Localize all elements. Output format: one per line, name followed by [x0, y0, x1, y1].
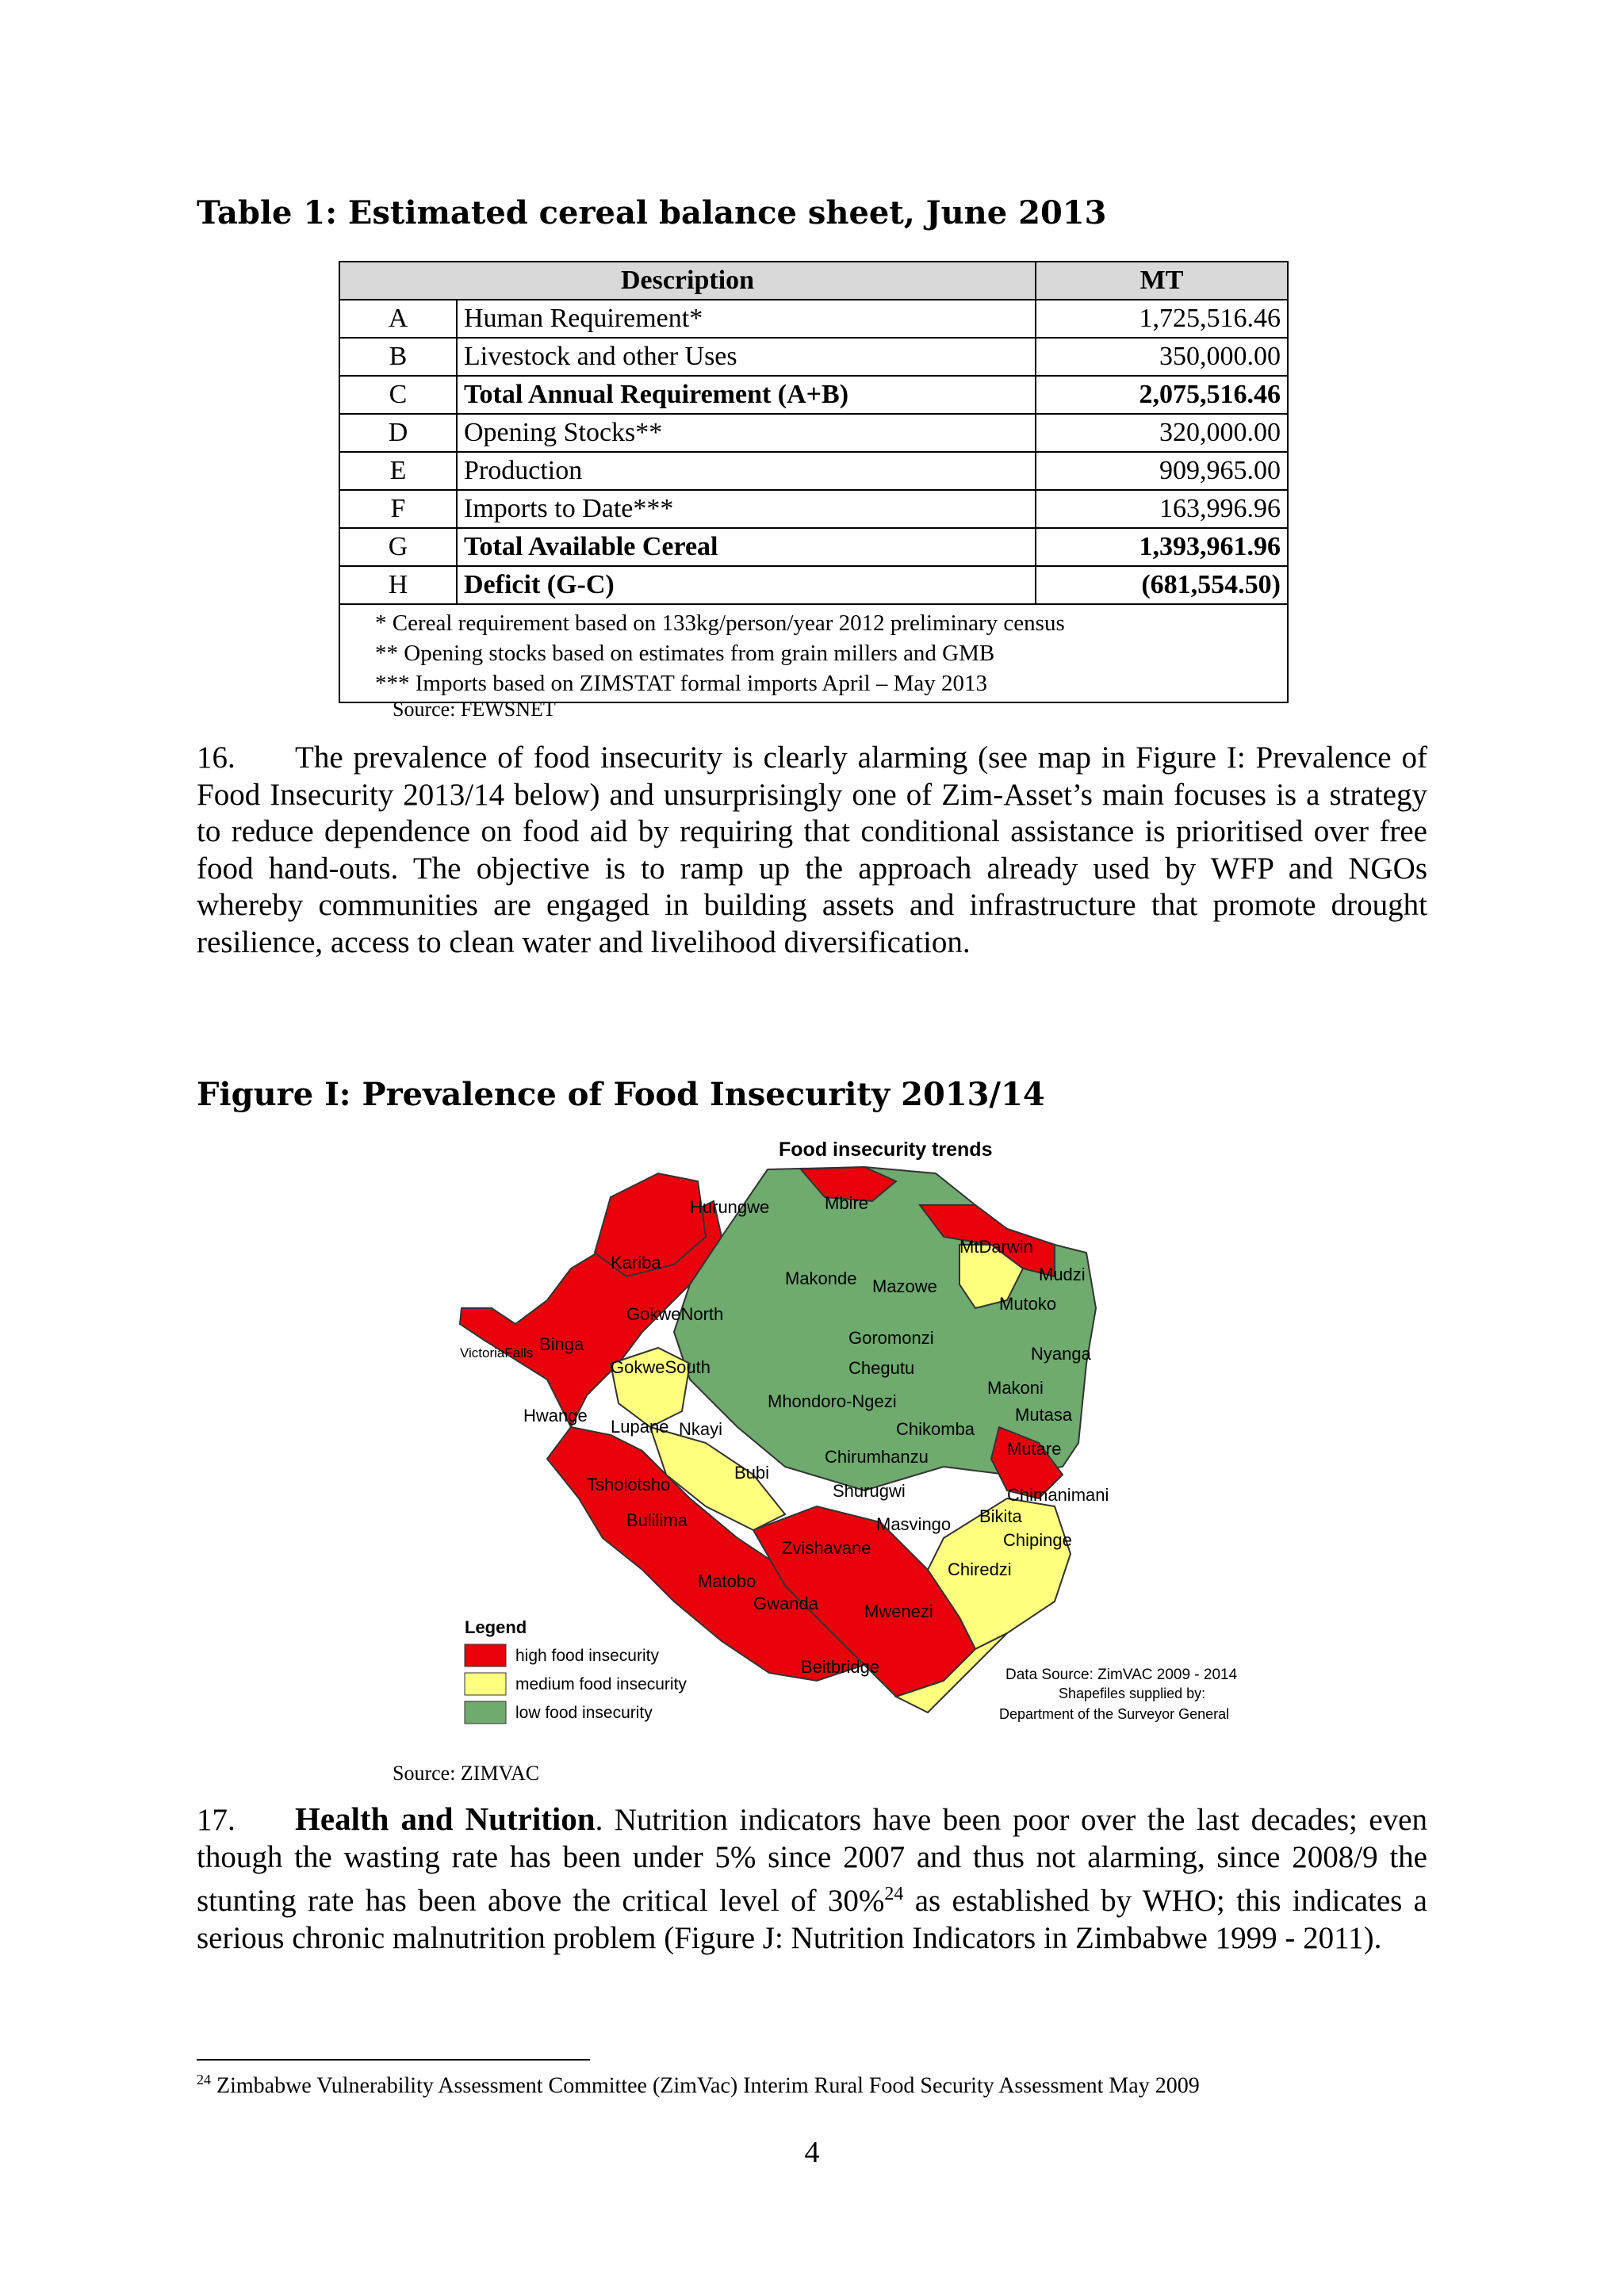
row-code: F: [339, 490, 457, 528]
map-legend: [465, 1617, 687, 1724]
region-label: Shurugwi: [833, 1481, 906, 1501]
footnote-reference: 24: [884, 1884, 904, 1904]
row-code: B: [339, 338, 457, 376]
region-label: Mazowe: [872, 1276, 937, 1296]
table-row: [339, 452, 1288, 490]
data-source-line3: Department of the Surveyor General: [999, 1706, 1230, 1722]
row-description: Total Available Cereal: [457, 528, 1036, 566]
food-insecurity-map: [452, 1126, 1293, 1744]
row-description: Total Annual Requirement (A+B): [457, 376, 1036, 414]
legend-label-medium: medium food insecurity: [515, 1675, 687, 1693]
table-title: Table 1: Estimated cereal balance sheet, June 2013: [197, 194, 1107, 232]
region-label: Mutare: [1007, 1439, 1062, 1459]
region-label: Hwange: [523, 1406, 588, 1425]
table-row: [339, 528, 1288, 566]
region-label: Kariba: [611, 1253, 661, 1272]
table-row: [339, 490, 1288, 528]
table-note: * Cereal requirement based on 133kg/person/year 2012 preliminary census: [375, 610, 1065, 636]
row-value: 2,075,516.46: [1036, 376, 1288, 414]
row-code: A: [339, 300, 457, 338]
row-description: Deficit (G-C): [457, 566, 1036, 604]
region-label: GokweSouth: [611, 1357, 710, 1377]
region-label: Bikita: [979, 1506, 1022, 1526]
region-label: Gwanda: [753, 1594, 818, 1613]
row-value: (681,554.50): [1036, 566, 1288, 604]
header-description: Description: [339, 262, 1036, 300]
region-label: VictoriaFalls: [460, 1345, 534, 1360]
paragraph-16: [197, 740, 1427, 961]
figure-source: Source: ZIMVAC: [393, 1762, 540, 1785]
row-code: E: [339, 452, 457, 490]
table-note: *** Imports based on ZIMSTAT formal imports April – May 2013: [375, 671, 988, 696]
region-label: Mhondoro-Ngezi: [768, 1391, 897, 1411]
region-label: MtDarwin: [959, 1237, 1033, 1257]
region-label: Chimanimani: [1007, 1485, 1109, 1505]
page-number: 4: [804, 2136, 820, 2169]
legend-label-high: high food insecurity: [515, 1647, 659, 1665]
legend-label-low: low food insecurity: [515, 1704, 653, 1722]
paragraph-text: as established by WHO; this indicates a serious chronic malnutrition problem (Figure J: Nutrition Indicators in Zimbabwe 1999 - 2011).: [197, 1884, 1427, 1955]
region-label: Chiredzi: [948, 1559, 1012, 1579]
region-label: Mutasa: [1015, 1405, 1073, 1425]
legend-swatch-high: [465, 1644, 506, 1667]
header-mt: MT: [1036, 262, 1288, 300]
row-description: Opening Stocks**: [457, 414, 1036, 452]
region-label: Chipinge: [1003, 1530, 1072, 1550]
region-label: Bubi: [734, 1463, 770, 1483]
cereal-balance-table: [339, 261, 1289, 703]
region-label: Mwenezi: [864, 1601, 933, 1621]
region-label: Matobo: [698, 1571, 756, 1591]
row-value: 320,000.00: [1036, 414, 1288, 452]
figure-title: Figure I: Prevalence of Food Insecurity 2013/14: [197, 1076, 1045, 1113]
table-row: [339, 338, 1288, 376]
region-label: Hurungwe: [690, 1197, 770, 1217]
row-value: 909,965.00: [1036, 452, 1288, 490]
region-label: Masvingo: [876, 1514, 952, 1534]
table-source: Source: FEWSNET: [393, 698, 556, 721]
row-description: Imports to Date***: [457, 490, 1036, 528]
region-label: Nkayi: [679, 1419, 723, 1439]
footnote-number: 24: [197, 2072, 211, 2087]
table-notes: [339, 604, 1288, 702]
data-source-line2: Shapefiles supplied by:: [1059, 1686, 1206, 1701]
table-row: [339, 566, 1288, 604]
region-label: Goromonzi: [848, 1328, 934, 1348]
paragraph-heading: Health and Nutrition: [295, 1800, 596, 1837]
row-code: C: [339, 376, 457, 414]
region-label: Lupane: [611, 1417, 669, 1437]
footnote-text: Zimbabwe Vulnerability Assessment Committee (ZimVac) Interim Rural Food Security Assessment May 2009: [211, 2073, 1200, 2099]
table-row: [339, 300, 1288, 338]
footnote: [197, 2072, 1200, 2099]
region-label: Chikomba: [896, 1419, 975, 1439]
row-description: Human Requirement*: [457, 300, 1036, 338]
row-code: D: [339, 414, 457, 452]
row-description: Production: [457, 452, 1036, 490]
row-description: Livestock and other Uses: [457, 338, 1036, 376]
data-source-line1: Data Source: ZimVAC 2009 - 2014: [1005, 1667, 1238, 1683]
legend-swatch-low: [465, 1701, 506, 1724]
paragraph-text: The prevalence of food insecurity is clearly alarming (see map in Figure I: Prevalence of Food Insecurity 2013/14 below) and unsurprisingly one of Zim-Asset’s main focuses is a strategy to reduce dependence on food aid by requiring that conditional assistance is prioritised over free food hand-outs. The objective is to ramp up the approach already used by WFP and NGOs whereby communities are engaged in building assets and infrastructure that promote drought resilience, access to clean water and livelihood diversification.: [197, 740, 1427, 959]
region-label: GokweNorth: [626, 1304, 724, 1324]
region-label: Makonde: [785, 1269, 857, 1288]
paragraph-number: 17.: [197, 1803, 236, 1837]
footnote-divider: [197, 2059, 590, 2061]
paragraph-17: [197, 1800, 1427, 1957]
region-label: Makoni: [987, 1378, 1044, 1398]
legend-swatch-medium: [465, 1673, 506, 1695]
row-code: H: [339, 566, 457, 604]
map-title: Food insecurity trends: [779, 1138, 993, 1161]
paragraph-number: 16.: [197, 740, 236, 775]
row-code: G: [339, 528, 457, 566]
region-label: Zvishavane: [782, 1538, 871, 1558]
table-row: [339, 376, 1288, 414]
table-notes-row: [339, 604, 1288, 702]
region-label: Nyanga: [1031, 1344, 1091, 1364]
legend-title: Legend: [465, 1617, 527, 1637]
row-value: 350,000.00: [1036, 338, 1288, 376]
row-value: 163,996.96: [1036, 490, 1288, 528]
region-label: Chirumhanzu: [825, 1447, 929, 1467]
region-label: Binga: [539, 1334, 584, 1354]
region-label: Chegutu: [848, 1358, 915, 1378]
table-note: ** Opening stocks based on estimates from grain millers and GMB: [375, 641, 995, 666]
region-label: Bulilima: [626, 1510, 688, 1530]
row-value: 1,725,516.46: [1036, 300, 1288, 338]
table-row: [339, 414, 1288, 452]
region-label: Mudzi: [1039, 1265, 1086, 1284]
region-label: Mutoko: [999, 1294, 1057, 1314]
paragraph-text: . Nutrition indicators have been poor over the last decades; even though the wasting rate has been under 5% since 2007 and thus not alarming, since 2008/9 the stunting rate has been above the critical level of 30%: [197, 1803, 1427, 1918]
row-value: 1,393,961.96: [1036, 528, 1288, 566]
table-header-row: [339, 262, 1288, 300]
region-label: Mbire: [825, 1193, 869, 1213]
region-label: Beitbridge: [801, 1657, 880, 1677]
region-label: Tsholotsho: [587, 1475, 671, 1494]
